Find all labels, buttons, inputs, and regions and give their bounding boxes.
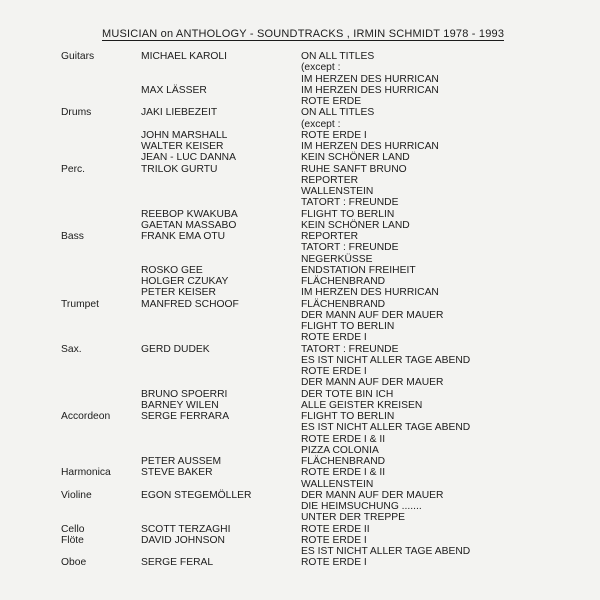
credit-row — [0, 175, 600, 186]
musician-name: TRILOK GURTU — [141, 163, 218, 175]
instrument-label: Flöte — [61, 534, 84, 546]
song-title: FLIGHT TO BERLIN — [301, 411, 395, 422]
credit-row — [0, 164, 600, 175]
instrument-label: Harmonica — [61, 467, 111, 479]
credit-row — [0, 422, 600, 433]
song-title: DER MANN AUF DER MAUER — [301, 489, 444, 501]
credit-row — [0, 62, 600, 73]
instrument-label: Guitars — [61, 51, 95, 62]
song-title: IM HERZEN DES HURRICAN — [301, 141, 439, 152]
credit-row — [0, 434, 600, 445]
song-title: WALLENSTEIN — [301, 478, 374, 490]
song-title: ES IST NICHT ALLER TAGE ABEND — [301, 354, 471, 366]
song-title: IM HERZEN DES HURRICAN — [301, 287, 439, 299]
credit-row — [0, 535, 600, 546]
credit-row — [0, 119, 600, 130]
credit-row — [0, 242, 600, 253]
credit-row — [0, 411, 600, 422]
credit-row — [0, 490, 600, 501]
musician-name: JAKI LIEBEZEIT — [141, 107, 218, 119]
instrument-label: Cello — [61, 523, 85, 535]
musician-name: GAETAN MASSABO — [141, 219, 237, 231]
credit-row — [0, 287, 600, 298]
song-title: ROTE ERDE I — [301, 366, 367, 377]
song-title: ENDSTATION FREIHEIT — [301, 264, 416, 276]
song-title: FLÄCHENBRAND — [301, 276, 386, 287]
instrument-label: Drums — [61, 107, 92, 119]
musician-name: ROSKO GEE — [141, 264, 203, 276]
credit-row — [0, 389, 600, 400]
song-title: FLÄCHENBRAND — [301, 298, 386, 310]
song-title: ON ALL TITLES — [301, 107, 375, 119]
song-title: DER TOTE BIN ICH — [301, 388, 394, 400]
song-title: ROTE ERDE — [301, 96, 362, 107]
song-title: ROTE ERDE I & II — [301, 433, 386, 445]
song-title: TATORT : FREUNDE — [301, 343, 399, 355]
instrument-label: Bass — [61, 231, 84, 242]
credit-row — [0, 130, 600, 141]
song-title: DER MANN AUF DER MAUER — [301, 377, 444, 389]
musician-name: BARNEY WILEN — [141, 399, 219, 411]
credit-row — [0, 546, 600, 557]
song-title: KEIN SCHÖNER LAND — [301, 219, 410, 231]
credit-row — [0, 344, 600, 355]
song-title: ROTE ERDE I — [301, 332, 367, 344]
credit-row — [0, 467, 600, 478]
musician-name: REEBOP KWAKUBA — [141, 208, 238, 220]
song-title: DER MANN AUF DER MAUER — [301, 309, 444, 321]
song-title: ROTE ERDE I — [301, 534, 367, 546]
credits-list — [0, 51, 600, 569]
musician-name: FRANK EMA OTU — [141, 231, 226, 242]
song-title: (except : — [301, 62, 341, 74]
musician-name: WALTER KEISER — [141, 141, 224, 152]
instrument-label: Trumpet — [61, 298, 99, 310]
musician-name: PETER KEISER — [141, 287, 216, 299]
musician-name: SERGE FERRARA — [141, 411, 230, 422]
musician-name: MANFRED SCHOOF — [141, 298, 239, 310]
instrument-label: Accordeon — [61, 411, 111, 422]
song-title: IM HERZEN DES HURRICAN — [301, 73, 439, 85]
page-title: MUSICIAN on ANTHOLOGY - SOUNDTRACKS , IRMIN SCHMIDT 1978 - 1993 — [102, 28, 505, 40]
musician-name: STEVE BAKER — [141, 467, 213, 479]
credit-row — [0, 186, 600, 197]
musician-name: MICHAEL KAROLI — [141, 51, 228, 62]
credit-row — [0, 400, 600, 411]
instrument-label: Perc. — [61, 163, 86, 175]
song-title: DIE HEIMSUCHUNG ....... — [301, 501, 422, 512]
credit-row — [0, 557, 600, 568]
song-title: ES IST NICHT ALLER TAGE ABEND — [301, 422, 471, 434]
song-title: NEGERKÜSSE — [301, 253, 373, 265]
song-title: ALLE GEISTER KREISEN — [301, 399, 423, 411]
credit-row — [0, 197, 600, 208]
credit-row — [0, 276, 600, 287]
credit-row — [0, 479, 600, 490]
song-title: FLIGHT TO BERLIN — [301, 321, 395, 332]
musician-name: GERD DUDEK — [141, 343, 210, 355]
musician-name: MAX LÄSSER — [141, 84, 207, 96]
song-title: REPORTER — [301, 174, 359, 186]
credit-row — [0, 107, 600, 118]
musician-name: EGON STEGEMÖLLER — [141, 489, 252, 501]
credit-row — [0, 209, 600, 220]
song-title: ON ALL TITLES — [301, 51, 375, 62]
credit-row — [0, 299, 600, 310]
song-title: ROTE ERDE I & II — [301, 467, 386, 479]
musician-name: HOLGER CZUKAY — [141, 276, 229, 287]
musician-name: JEAN - LUC DANNA — [141, 152, 236, 164]
song-title: RUHE SANFT BRUNO — [301, 163, 407, 175]
song-title: IM HERZEN DES HURRICAN — [301, 84, 439, 96]
credit-row — [0, 265, 600, 276]
credit-row — [0, 96, 600, 107]
credit-row — [0, 321, 600, 332]
song-title: TATORT : FREUNDE — [301, 197, 399, 209]
instrument-label: Oboe — [61, 557, 87, 569]
musician-name: BRUNO SPOERRI — [141, 388, 228, 400]
musician-name: SERGE FERAL — [141, 557, 214, 569]
song-title: PIZZA COLONIA — [301, 444, 379, 456]
credit-row — [0, 355, 600, 366]
credit-row — [0, 85, 600, 96]
credit-row — [0, 220, 600, 231]
credit-row — [0, 231, 600, 242]
song-title: FLIGHT TO BERLIN — [301, 208, 395, 220]
song-title: WALLENSTEIN — [301, 186, 374, 197]
credit-row — [0, 524, 600, 535]
credit-row — [0, 501, 600, 512]
credit-row — [0, 51, 600, 62]
musician-name: DAVID JOHNSON — [141, 534, 225, 546]
song-title: ROTE ERDE I — [301, 557, 367, 569]
song-title: KEIN SCHÖNER LAND — [301, 152, 410, 164]
musician-name: SCOTT TERZAGHI — [141, 523, 231, 535]
song-title: REPORTER — [301, 231, 359, 242]
song-title: ES IST NICHT ALLER TAGE ABEND — [301, 546, 471, 557]
song-title: (except : — [301, 118, 341, 130]
musician-name: JOHN MARSHALL — [141, 129, 228, 141]
credit-row — [0, 254, 600, 265]
credit-row — [0, 456, 600, 467]
credit-row — [0, 377, 600, 388]
song-title: ROTE ERDE I — [301, 129, 367, 141]
song-title: UNTER DER TREPPE — [301, 512, 405, 524]
song-title: TATORT : FREUNDE — [301, 242, 399, 254]
song-title: FLÄCHENBRAND — [301, 456, 386, 467]
credit-row — [0, 366, 600, 377]
credit-row — [0, 74, 600, 85]
musician-name: PETER AUSSEM — [141, 456, 222, 467]
credit-row — [0, 141, 600, 152]
credit-row — [0, 445, 600, 456]
instrument-label: Sax. — [61, 343, 82, 355]
credit-row — [0, 332, 600, 343]
song-title: ROTE ERDE II — [301, 523, 370, 535]
instrument-label: Violine — [61, 489, 92, 501]
credit-row — [0, 152, 600, 163]
credit-row — [0, 512, 600, 523]
credit-row — [0, 310, 600, 321]
